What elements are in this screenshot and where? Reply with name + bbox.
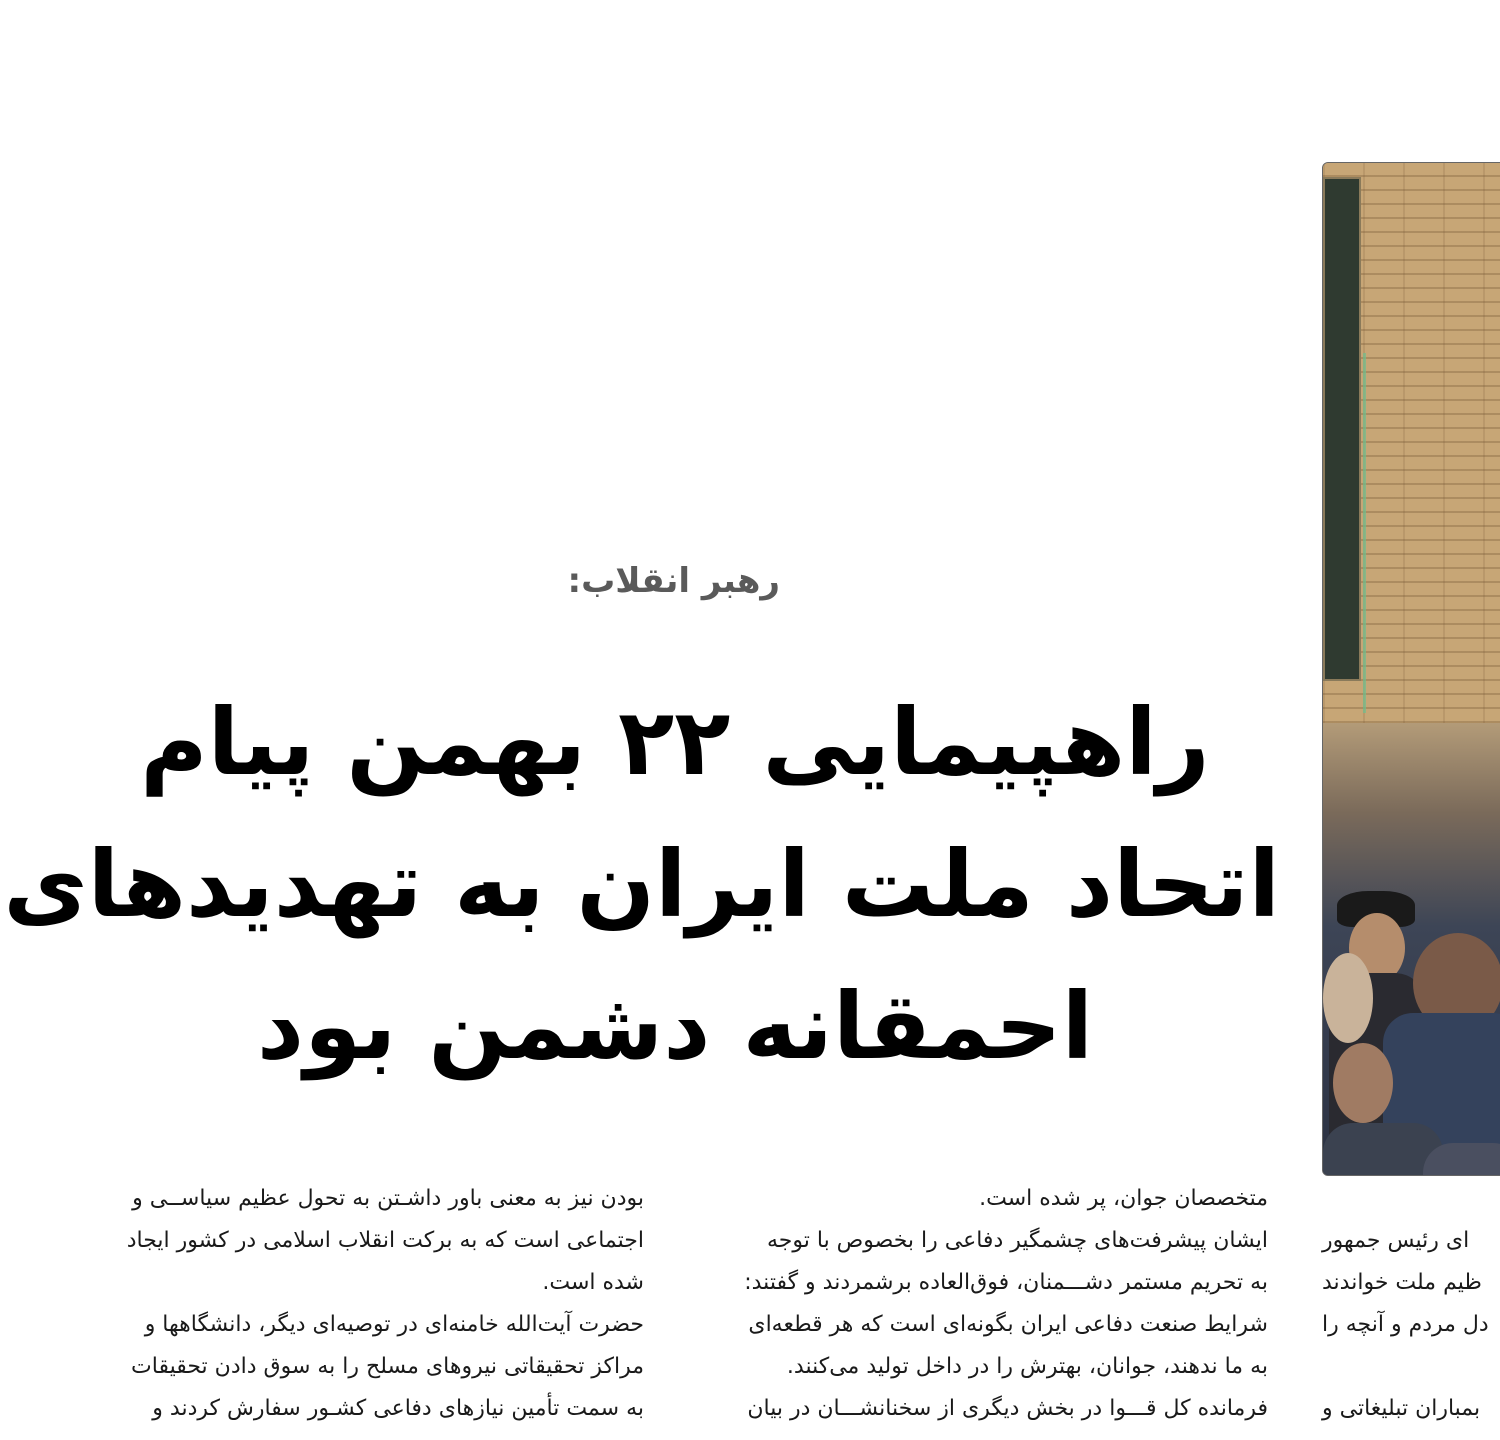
- body-line: مراکز تحقیقاتی نیروهای مسلح را به سوق دادن تحقیقات: [131, 1354, 644, 1379]
- body-line: به ما ندهند، جوانان، بهترش را در داخل تولید می‌کنند.: [786, 1354, 1268, 1379]
- body-line: ایشان پیشرفت‌های چشمگیر دفاعی را بخصوص با توجه: [766, 1228, 1268, 1253]
- photo-board: [1323, 177, 1361, 681]
- body-line: به سمت تأمین نیازهای دفاعی کشـور سفارش کردند و: [152, 1396, 644, 1421]
- body-line: متخصصان جوان، پر شده است.: [979, 1186, 1268, 1211]
- body-column-right: [1318, 1220, 1500, 1430]
- body-column-middle: [694, 1178, 1268, 1430]
- news-photo: [1322, 162, 1500, 1176]
- body-line: شرایط صنعت دفاعی ایران بگونه‌ای است که هر قطعه‌ای: [748, 1312, 1268, 1337]
- body-column-left: [66, 1178, 644, 1430]
- body-line: فرمانده کل قـــوا در بخش دیگری از سخنانشـــان در بیان: [747, 1396, 1268, 1421]
- headline-line: اتحاد ملت ایران به تهدیدهای: [3, 831, 1280, 938]
- body-line: بودن نیز به معنی باور داشـتن به تحول عظیم سیاســی و: [132, 1186, 644, 1211]
- photo-crowd: [1323, 723, 1500, 1175]
- photo-green-line: [1363, 353, 1366, 713]
- body-line: دل مردم و آنچه را: [1322, 1312, 1489, 1337]
- body-line: حضرت آیت‌الله خامنه‌ای در توصیه‌ای دیگر، دانشگاهها و: [144, 1312, 644, 1337]
- body-line: بمباران تبلیغاتی و: [1322, 1396, 1481, 1421]
- body-line: به تحریم مستمر دشـــمنان، فوق‌العاده برشمردند و گفتند:: [744, 1270, 1268, 1295]
- article-kicker: رهبر انقلاب:: [567, 561, 780, 601]
- headline-line: احمقانه دشمن بود: [256, 973, 1094, 1080]
- body-line: [1322, 1346, 1500, 1388]
- headline-line: راهپیمایی ۲۲ بهمن پیام: [140, 689, 1210, 796]
- body-line: شده است.: [542, 1270, 644, 1295]
- article-headline: [3, 672, 1280, 1098]
- body-line: اجتماعی است که به برکت انقلاب اسلامی در کشور ایجاد: [126, 1228, 644, 1253]
- body-line: ظیم ملت خواندند: [1322, 1270, 1482, 1295]
- body-line: ای رئیس جمهور: [1322, 1228, 1470, 1253]
